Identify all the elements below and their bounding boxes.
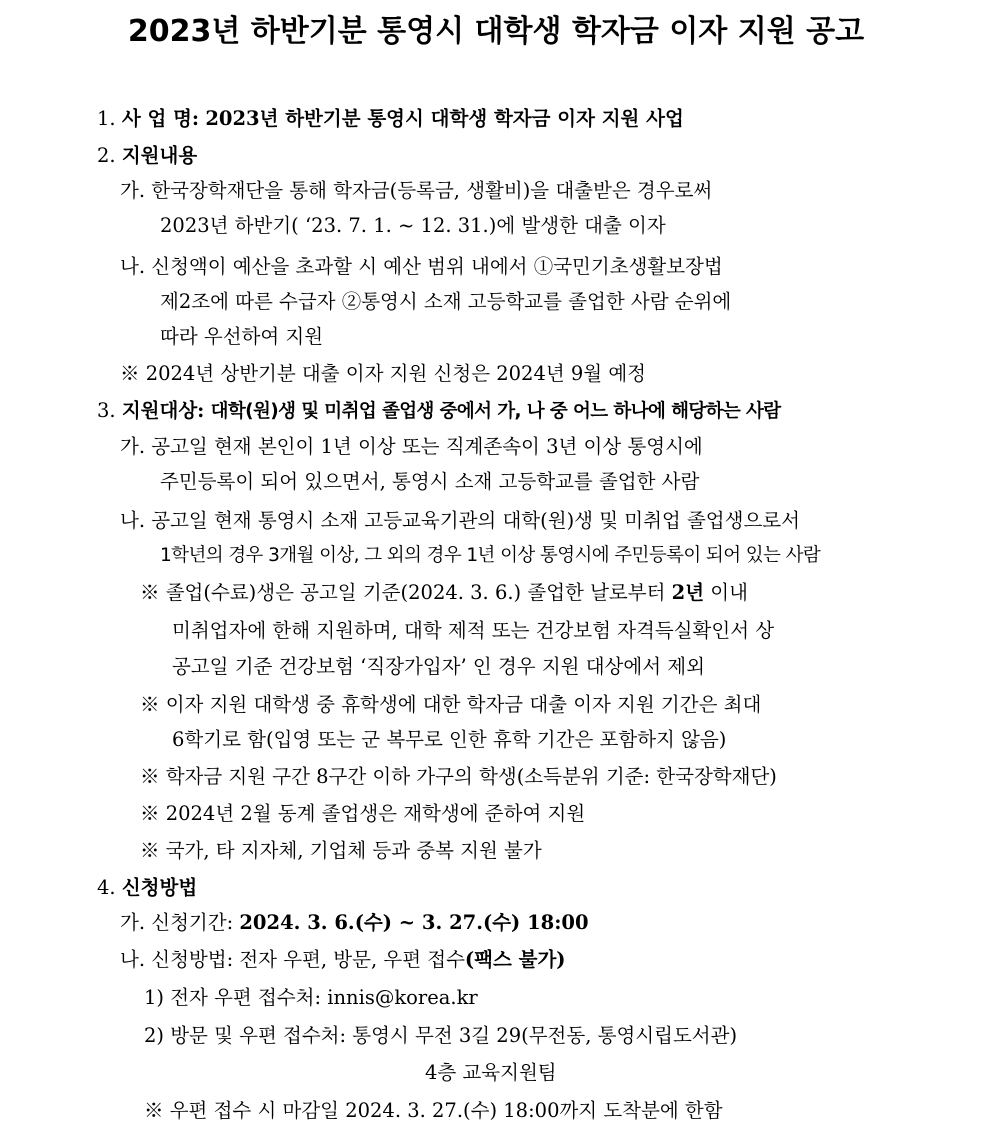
- section-2-ga-line-1: 가. 한국장학재단을 통해 학자금(등록금, 생활비)을 대출받은 경우로써: [120, 179, 713, 202]
- section-3-note-2-line-2: 6학기로 함(입영 또는 군 복무로 인한 휴학 기간은 포함하지 않음): [172, 728, 727, 751]
- section-2-label: 지원내용: [121, 144, 198, 167]
- section-3-heading: [97, 396, 781, 427]
- section-3-na-line-1: 나. 공고일 현재 통영시 소재 고등교육기관의 대학(원)생 및 미취업 졸업생으로서: [120, 509, 800, 532]
- section-2-heading: [97, 141, 197, 171]
- section-4-period-label: 가. 신청기간:: [120, 911, 234, 934]
- section-3-note-1-line-1: [140, 578, 748, 608]
- section-2-ga-line-2: 2023년 하반기( ‘23. 7. 1. ~ 12. 31.)에 발생한 대출 이자: [160, 214, 666, 237]
- section-2-note: ※ 2024년 상반기분 대출 이자 지원 신청은 2024년 9월 예정: [120, 362, 647, 385]
- section-4-heading: [97, 873, 197, 903]
- section-3-note-1-text: ※ 졸업(수료)생은 공고일 기준(2024. 3. 6.) 졸업한 날로부터: [140, 581, 666, 604]
- section-4-item-2-line-2: 4층 교육지원팀: [425, 1061, 557, 1084]
- section-3-note-2-line-1: ※ 이자 지원 대학생 중 휴학생에 대한 학자금 대출 이자 지원 기간은 최대: [140, 693, 762, 716]
- section-4-period: [120, 908, 589, 938]
- section-4-number: 4.: [97, 876, 116, 899]
- section-4-method: [120, 945, 566, 975]
- section-3-note-1-line-2: 미취업자에 한해 지원하며, 대학 제적 또는 건강보험 자격득실확인서 상: [172, 619, 775, 642]
- section-3-label: 지원대상:: [121, 399, 205, 422]
- section-3-note-3: ※ 학자금 지원 구간 8구간 이하 가구의 학생(소득분위 기준: 한국장학재단): [140, 765, 777, 788]
- section-3-na-line-2: 1학년의 경우 3개월 이상, 그 외의 경우 1년 이상 통영시에 주민등록이 되어 있는 사람: [160, 545, 821, 566]
- section-3-note-1-end: 이내: [710, 581, 748, 604]
- section-3-number: 3.: [97, 399, 116, 422]
- section-2-na-line-1: 나. 신청액이 예산을 초과할 시 예산 범위 내에서 ①국민기초생활보장법: [120, 255, 723, 278]
- section-3-ga-line-2: 주민등록이 되어 있으면서, 통영시 소재 고등학교를 졸업한 사람: [160, 470, 700, 493]
- section-4-method-emphasis: (팩스 불가): [464, 948, 566, 971]
- section-1: [97, 104, 684, 134]
- section-1-number: 1.: [97, 107, 116, 130]
- section-3-note-1-line-3: 공고일 기준 건강보험 ‘직장가입자’ 인 경우 지원 대상에서 제외: [172, 655, 705, 678]
- section-4-label: 신청방법: [121, 876, 198, 899]
- section-2-na-line-2: 제2조에 따른 수급자 ②통영시 소재 고등학교를 졸업한 사람 순위에: [160, 290, 732, 313]
- section-3-note-4: ※ 2024년 2월 동계 졸업생은 재학생에 준하여 지원: [140, 802, 586, 825]
- section-2-na-line-3: 따라 우선하여 지원: [160, 325, 324, 348]
- section-4-item-2-line-1: 2) 방문 및 우편 접수처: 통영시 무전 3길 29(무전동, 통영시립도서관): [144, 1024, 738, 1047]
- section-3-description: 대학(원)생 및 미취업 졸업생 중에서 가, 나 중 어느 하나에 해당하는 사람: [210, 401, 781, 422]
- section-3-note-1-emphasis: 2년: [671, 581, 705, 604]
- section-4-item-1: 1) 전자 우편 접수처: innis@korea.kr: [144, 986, 478, 1009]
- section-4-period-value: 2024. 3. 6.(수) ~ 3. 27.(수) 18:00: [239, 911, 589, 934]
- section-1-value: 2023년 하반기분 통영시 대학생 학자금 이자 지원 사업: [205, 107, 684, 130]
- section-2-number: 2.: [97, 144, 116, 167]
- section-4-note: ※ 우편 접수 시 마감일 2024. 3. 27.(수) 18:00까지 도착분에 한함: [144, 1099, 723, 1122]
- section-3-ga-line-1: 가. 공고일 현재 본인이 1년 이상 또는 직계존속이 3년 이상 통영시에: [120, 435, 703, 458]
- section-1-label: 사 업 명:: [121, 107, 200, 130]
- page-title: 2023년 하반기분 통영시 대학생 학자금 이자 지원 공고: [127, 14, 865, 49]
- section-3-note-5: ※ 국가, 타 지자체, 기업체 등과 중복 지원 불가: [140, 839, 542, 862]
- section-4-method-label: 나. 신청방법: 전자 우편, 방문, 우편 접수: [120, 948, 465, 971]
